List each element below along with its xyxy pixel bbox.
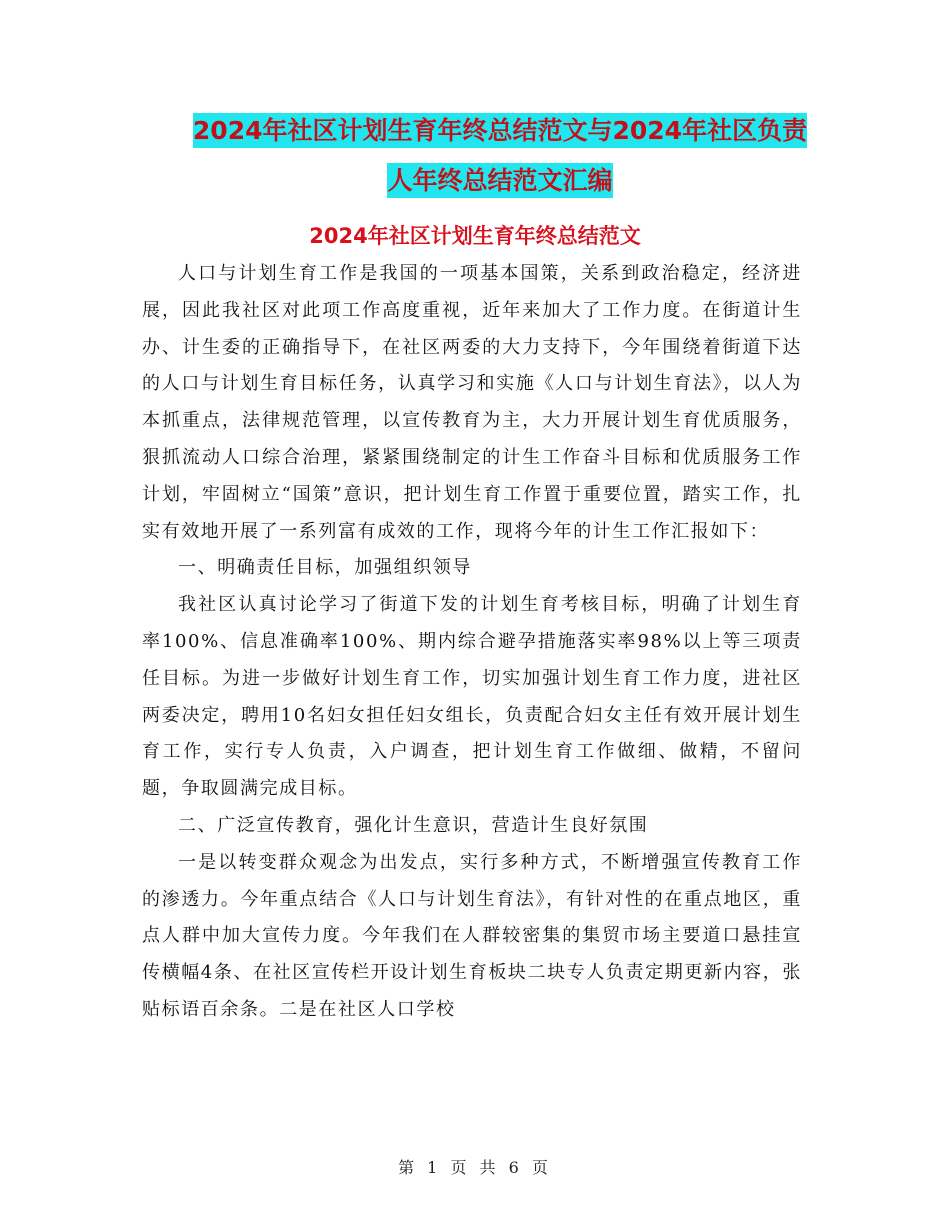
section-title: 2024年社区计划生育年终总结范文 xyxy=(309,224,641,248)
document-title-line-2: 人年终总结范文汇编 xyxy=(387,163,612,198)
heading-section-2: 二、广泛宣传教育，强化计生意识，营造计生良好氛围 xyxy=(178,814,649,836)
paragraph-intro: 人口与计划生育工作是我国的一项基本国策，关系到政治稳定，经济进展，因此我社区对此项工作高度重视，近年来加大了工作力度。在街道计生办、计生委的正确指导下，在社区两委的大力支持下，今年围绕着街道下达的人口与计划生育目标任务，认真学习和实施《人口与计划生育法》，以人为本抓重点，法律规范管理，以宣传教育为主，大力开展计划生育优质服务，狠抓流动人口综合治理，紧紧围绕制定的计生工作奋斗目标和优质服务工作计划，牢固树立“国策”意识，把计划生育工作置于重要位置，踏实工作，扎实有效地开展了一系列富有成效的工作，现将今年的计生工作汇报如下： xyxy=(142,263,802,542)
heading-section-1: 一、明确责任目标，加强组织领导 xyxy=(178,557,472,579)
page-footer: 第 1 页 共 6 页 xyxy=(398,1158,552,1177)
document-body xyxy=(142,256,802,1029)
paragraph-section-1: 我社区认真讨论学习了街道下发的计划生育考核目标，明确了计划生育率100%、信息准确率100%、期内综合避孕措施落实率98%以上等三项责任目标。为进一步做好计划生育工作，切实加强计划生育工作力度，进社区两委决定，聘用10名妇女担任妇女组长，负责配合妇女主任有效开展计划生育工作，实行专人负责，入户调查，把计划生育工作做细、做精，不留问题，争取圆满完成目标。 xyxy=(142,594,802,800)
paragraph-section-2: 一是以转变群众观念为出发点，实行多种方式，不断增强宣传教育工作的渗透力。今年重点结合《人口与计划生育法》，有针对性的在重点地区，重点人群中加大宣传力度。今年我们在人群较密集的集贸市场主要道口悬挂宣传横幅4条、在社区宣传栏开设计划生育板块二块专人负责定期更新内容，张贴标语百余条。二是在社区人口学校 xyxy=(142,851,802,1020)
document-title-line-1: 2024年社区计划生育年终总结范文与2024年社区负责 xyxy=(193,113,807,148)
document-title xyxy=(130,106,870,206)
